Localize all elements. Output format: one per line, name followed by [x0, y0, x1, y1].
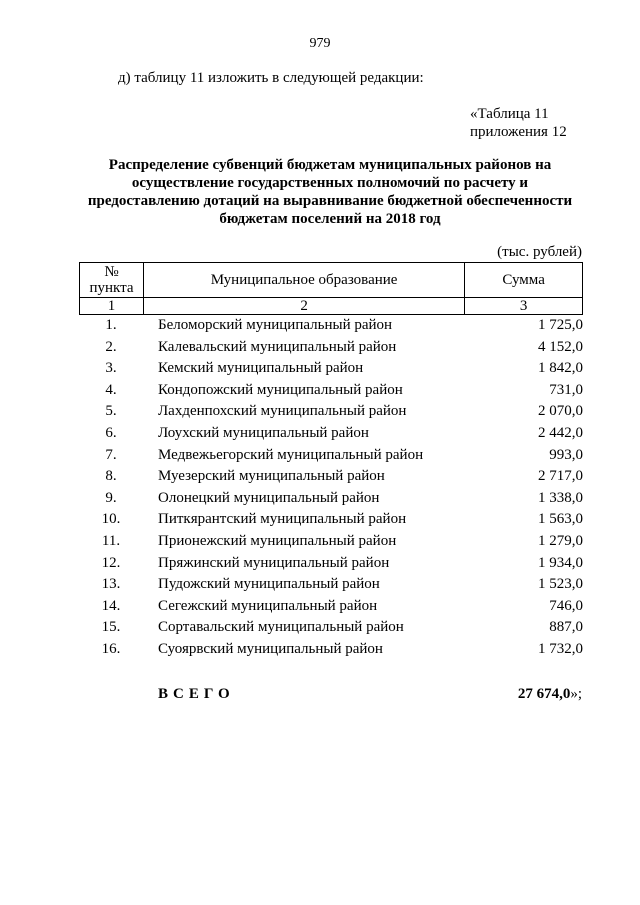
row-amount: 2 717,0 [538, 468, 583, 485]
row-number: 14. [101, 597, 121, 614]
row-amount: 887,0 [549, 619, 583, 636]
header-sum: Сумма [465, 263, 583, 298]
row-name: Прионежский муниципальный район [158, 532, 397, 549]
table-row [79, 380, 583, 402]
table-row [79, 574, 583, 596]
table-reference [470, 105, 567, 141]
row-number: 9. [105, 489, 117, 506]
row-amount: 1 338,0 [538, 489, 583, 506]
row-number: 11. [101, 532, 121, 549]
total-amount-line [518, 686, 582, 703]
row-number: 15. [101, 619, 121, 636]
total-amount: 27 674,0 [517, 686, 571, 702]
table-row [79, 509, 583, 531]
row-name: Медвежьегорский муниципальный район [158, 446, 424, 463]
table-row [79, 596, 583, 618]
header-num-line1: № [104, 264, 119, 280]
table-row [79, 401, 583, 423]
row-number: 12. [101, 554, 121, 571]
row-name: Питкярантский муниципальный район [158, 511, 407, 528]
col-number-2: 2 [143, 298, 464, 315]
units-label: (тыс. рублей) [497, 244, 582, 260]
table-row [79, 488, 583, 510]
row-name: Беломорский муниципальный район [158, 317, 393, 333]
row-number: 10. [101, 511, 121, 528]
total-label: ВСЕГО [158, 686, 235, 702]
row-amount: 1 563,0 [538, 511, 583, 528]
row-amount: 1 523,0 [538, 576, 583, 593]
total-suffix: »; [570, 686, 582, 702]
row-amount: 731,0 [549, 381, 583, 398]
intro-text: д) таблицу 11 изложить в следующей редакции: [118, 70, 424, 86]
table-ref-line2: приложения 12 [470, 124, 567, 140]
row-number: 4. [105, 381, 117, 398]
row-number: 13. [101, 576, 121, 593]
row-number: 5. [105, 403, 117, 420]
table-row [79, 358, 583, 380]
col-number-3: 3 [465, 298, 583, 315]
table-row [79, 617, 583, 639]
row-number: 8. [105, 468, 117, 485]
col-number-1: 1 [80, 298, 144, 315]
header-row [80, 263, 583, 298]
row-amount: 2 442,0 [538, 424, 583, 441]
row-name: Пряжинский муниципальный район [158, 554, 390, 571]
header-municipality: Муниципальное образование [143, 263, 464, 298]
row-name: Суоярвский муниципальный район [158, 640, 383, 657]
row-name: Сортавальский муниципальный район [158, 619, 404, 636]
header-num-line2: пункта [89, 280, 134, 296]
row-amount: 1 279,0 [538, 532, 583, 549]
row-name: Кондопожский муниципальный район [158, 381, 403, 398]
title-line4: бюджетам поселений на 2018 год [219, 211, 441, 227]
row-number: 6. [105, 424, 117, 441]
document-title [80, 156, 580, 228]
table-row [79, 553, 583, 575]
page-number: 979 [309, 36, 331, 51]
table-row [79, 315, 583, 337]
row-name: Сегежский муниципальный район [158, 597, 378, 614]
row-amount: 1 934,0 [538, 554, 583, 571]
row-amount: 1 725,0 [538, 317, 583, 333]
row-name: Кемский муниципальный район [158, 360, 364, 377]
row-amount: 2 070,0 [538, 403, 583, 420]
row-amount: 1 732,0 [538, 640, 583, 657]
row-name: Муезерский муниципальный район [158, 468, 385, 485]
row-amount: 1 842,0 [538, 360, 583, 377]
title-line1: Распределение субвенций бюджетам муниципальных районов на [108, 157, 552, 173]
table-ref-line1: «Таблица 11 [470, 106, 549, 122]
row-name: Лоухский муниципальный район [158, 424, 369, 441]
row-amount: 4 152,0 [538, 338, 583, 355]
table-row [79, 466, 583, 488]
title-line2: осуществление государственных полномочий по расчету и [131, 175, 529, 191]
row-amount: 993,0 [549, 446, 583, 463]
table-row [79, 531, 583, 553]
header-num [80, 263, 144, 298]
table-row [79, 639, 583, 661]
row-name: Олонецкий муниципальный район [158, 489, 380, 506]
row-number: 7. [105, 446, 117, 463]
table-row [79, 337, 583, 359]
row-name: Пудожский муниципальный район [158, 576, 380, 593]
table-body [79, 315, 583, 661]
row-number: 2. [105, 338, 117, 355]
title-line3: предоставлению дотаций на выравнивание бюджетной обеспеченности [87, 193, 573, 209]
table-header [79, 262, 583, 315]
row-number: 3. [105, 360, 117, 377]
row-number: 16. [101, 640, 121, 657]
table-row [79, 423, 583, 445]
row-amount: 746,0 [549, 597, 583, 614]
table-row [79, 445, 583, 467]
row-name: Калевальский муниципальный район [158, 338, 397, 355]
column-number-row [80, 298, 583, 315]
row-number: 1. [105, 317, 117, 333]
row-name: Лахденпохский муниципальный район [158, 403, 407, 420]
